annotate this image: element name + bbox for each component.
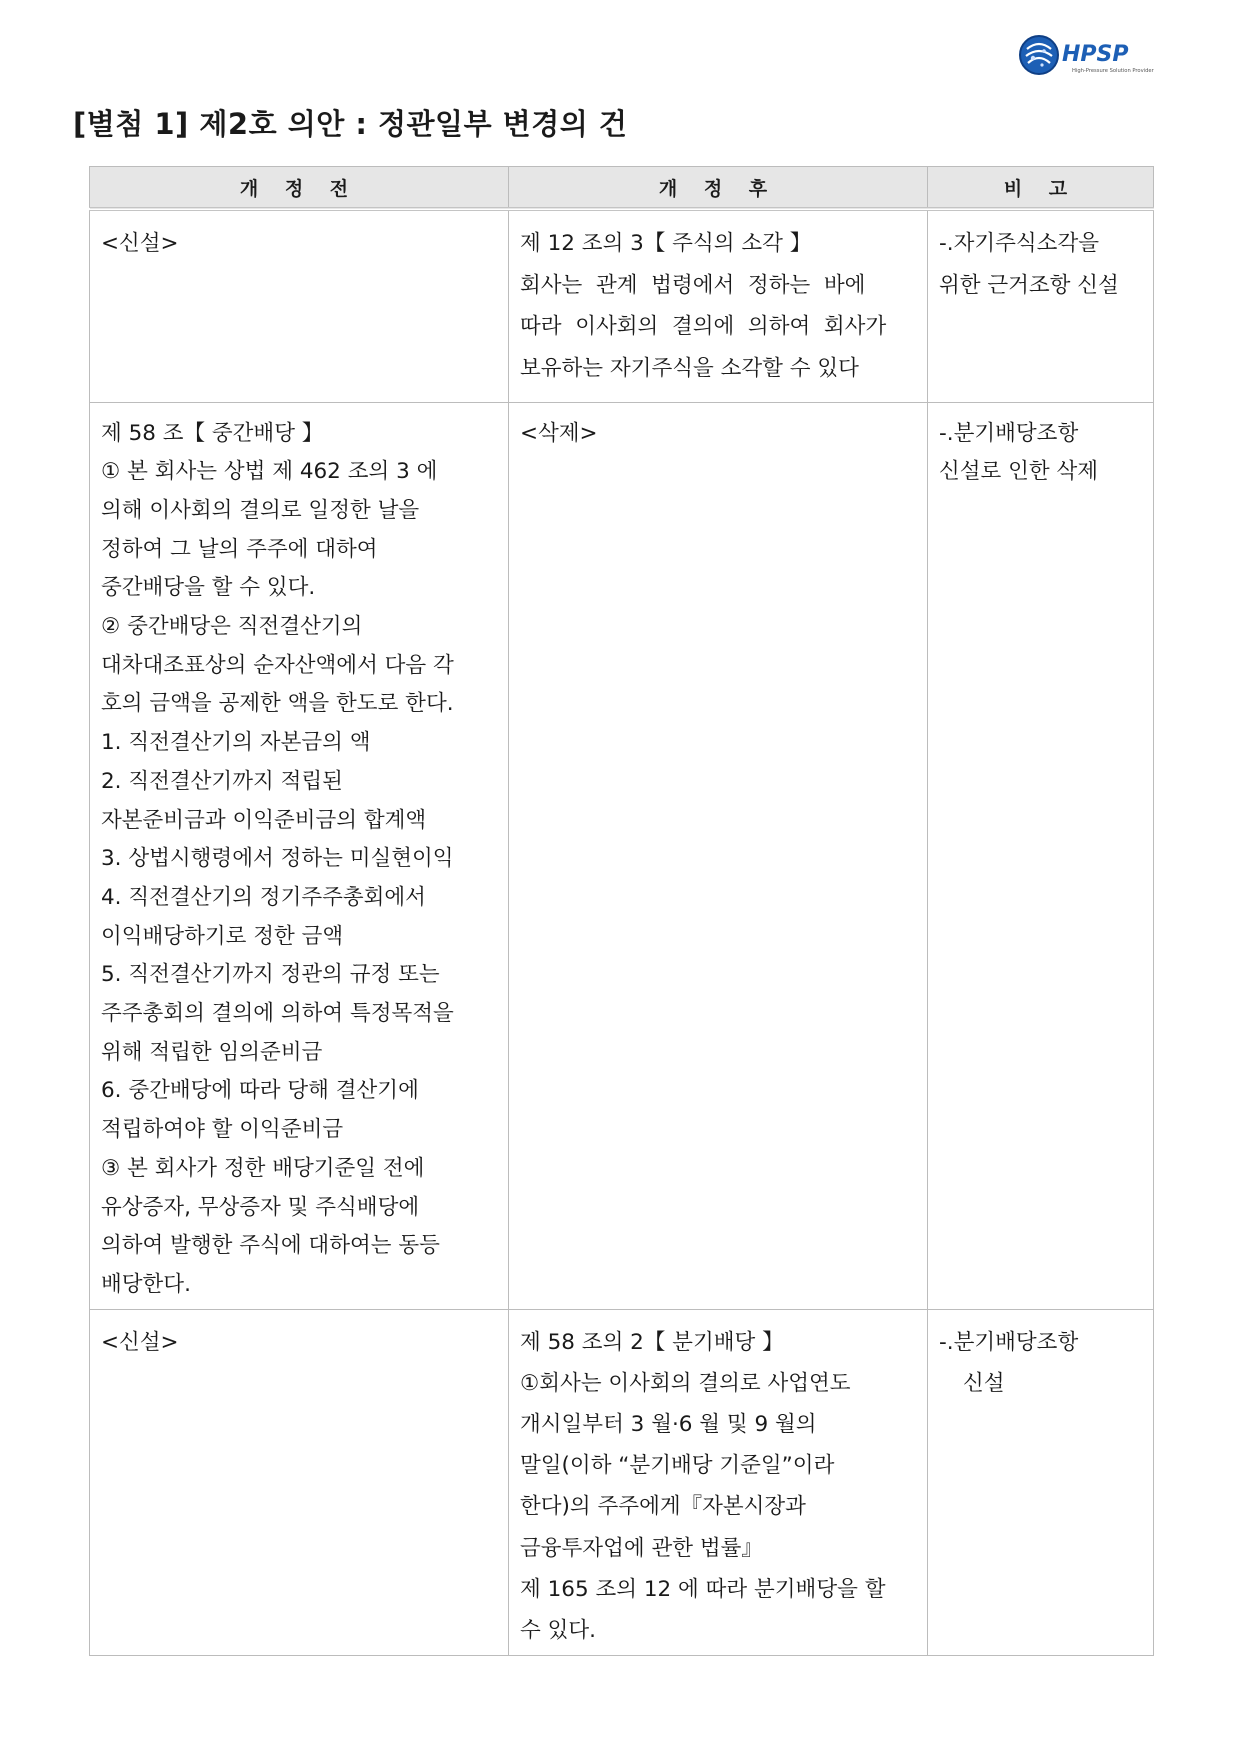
table-header-row	[90, 167, 1154, 210]
cell-note	[928, 402, 1154, 1309]
text-line: -.분기배당조항	[939, 1329, 1079, 1355]
text-line: 제 12 조의 3【 주식의 소각 】	[520, 231, 812, 256]
text-line: ③ 본 회사가 정한 배당기준일 전에	[101, 1155, 425, 1181]
text-line: -.분기배당조항	[939, 420, 1079, 446]
text-line: 호의 금액을 공제한 액을 한도로 한다.	[101, 691, 454, 717]
cell-note	[928, 1309, 1154, 1656]
text-line: 위한 근거조항 신설	[939, 272, 1119, 298]
cell-after	[509, 209, 928, 402]
text-line: 4. 직전결산기의 정기주주총회에서	[101, 884, 426, 910]
text-line: 6. 중간배당에 따라 당해 결산기에	[101, 1078, 419, 1104]
logo-text: HPSP	[1062, 42, 1129, 67]
text-line: <신설>	[101, 231, 179, 256]
table-row	[90, 402, 1154, 1309]
text-line: 2. 직전결산기까지 적립된	[101, 768, 343, 794]
text-line: 따라 이사회의 결의에 의하여 회사가	[520, 314, 887, 339]
text-line: 한다)의 주주에게『자본시장과	[520, 1494, 806, 1520]
text-line: ① 본 회사는 상법 제 462 조의 3 에	[101, 459, 438, 485]
text-line: 위해 적립한 임의준비금	[101, 1039, 323, 1065]
cell-before	[90, 402, 509, 1309]
text-line: 정하여 그 날의 주주에 대하여	[101, 536, 378, 562]
text-line: 유상증자, 무상증자 및 주식배당에	[101, 1194, 420, 1220]
text-line: 의하여 발행한 주식에 대하여는 동등	[101, 1233, 440, 1259]
text-line: 1. 직전결산기의 자본금의 액	[101, 730, 371, 756]
text-line: 배당한다.	[101, 1271, 191, 1297]
cell-before	[90, 209, 509, 402]
text-line: 3. 상법시행령에서 정하는 미실현이익	[101, 846, 454, 872]
text-line: <신설>	[101, 1329, 179, 1355]
table-row	[90, 1309, 1154, 1656]
text-line: 신설	[963, 1371, 1005, 1397]
cell-after	[509, 1309, 928, 1656]
text-line: 적립하여야 할 이익준비금	[101, 1117, 344, 1143]
cell-before	[90, 1309, 509, 1656]
text-line: 회사는 관계 법령에서 정하는 바에	[520, 272, 866, 298]
text-line: 5. 직전결산기까지 정관의 규정 또는	[101, 962, 440, 988]
text-line: 수 있다.	[520, 1618, 596, 1644]
text-line: -.자기주식소각을	[939, 231, 1099, 256]
cell-after	[509, 402, 928, 1309]
header-after: 개 정 후	[509, 167, 928, 210]
text-line: 이익배당하기로 정한 금액	[101, 923, 344, 949]
text-line: 개시일부터 3 월·6 월 및 9 월의	[520, 1412, 817, 1438]
text-line: 자본준비금과 이익준비금의 합계액	[101, 807, 427, 833]
header-before: 개 정 전	[90, 167, 509, 210]
text-line: 금융투자업에 관한 법률』	[520, 1535, 763, 1561]
amendment-table	[89, 166, 1154, 1656]
text-line: ② 중간배당은 직전결산기의	[101, 614, 363, 640]
text-line: 제 58 조의 2【 분기배당 】	[520, 1329, 784, 1355]
hpsp-logo	[1018, 34, 1168, 80]
text-line: 주주총회의 결의에 의하여 특정목적을	[101, 1001, 454, 1027]
text-line: 의해 이사회의 결의로 일정한 날을	[101, 497, 420, 523]
page-title: [별첨 1] 제2호 의안 : 정관일부 변경의 건	[73, 107, 628, 141]
text-line: 제 165 조의 12 에 따라 분기배당을 할	[520, 1576, 886, 1602]
text-line: ①회사는 이사회의 결의로 사업연도	[520, 1370, 851, 1396]
text-line: 대차대조표상의 순자산액에서 다음 각	[101, 652, 454, 678]
text-line: 말일(이하 “분기배당 기준일”이라	[520, 1453, 835, 1479]
text-line: <삭제>	[520, 420, 598, 446]
text-line: 제 58 조【 중간배당 】	[101, 420, 324, 446]
text-line: 보유하는 자기주식을 소각할 수 있다	[520, 355, 859, 381]
logo-tagline: High-Pressure Solution Provider	[1072, 68, 1154, 74]
text-line: 중간배당을 할 수 있다.	[101, 575, 316, 601]
text-line: 신설로 인한 삭제	[939, 459, 1099, 485]
table-row	[90, 209, 1154, 402]
cell-note	[928, 209, 1154, 402]
header-note: 비 고	[928, 167, 1154, 210]
